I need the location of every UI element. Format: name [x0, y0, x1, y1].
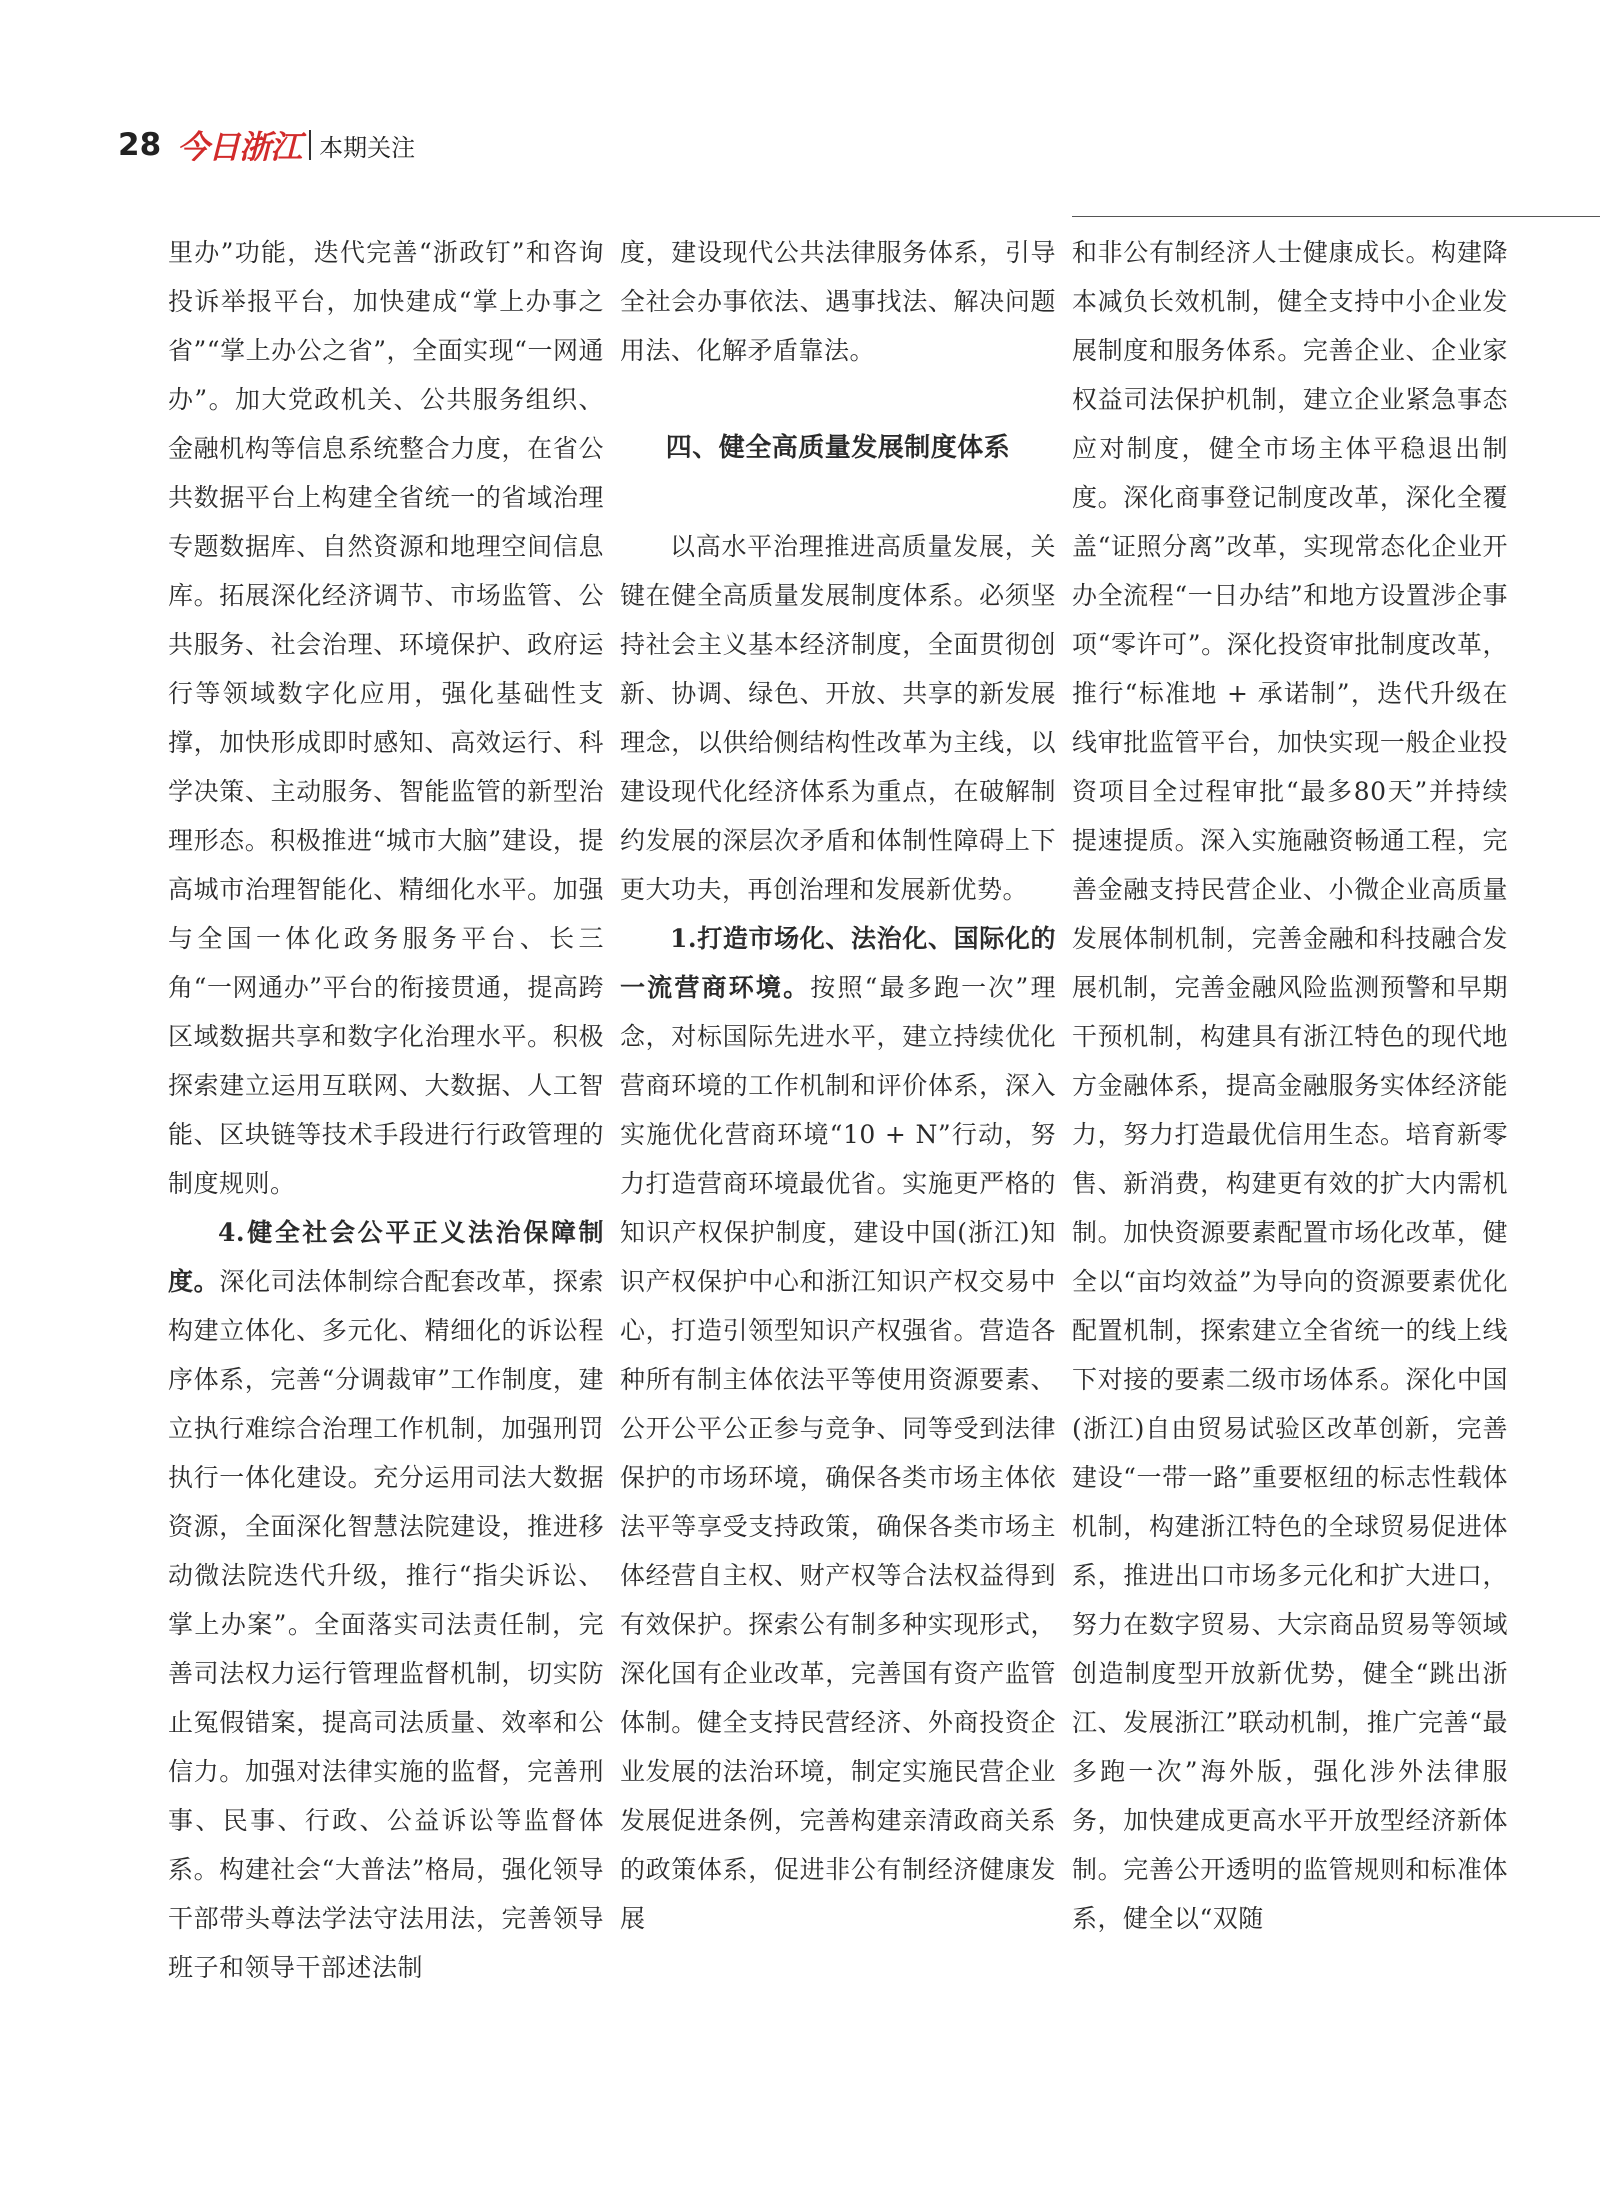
column-2: [620, 228, 1056, 1943]
spacer: [620, 473, 1056, 522]
header-separator: [309, 130, 311, 160]
spacer: [620, 375, 1056, 424]
column-3: [1072, 228, 1508, 1943]
section-heading: 四、健全高质量发展制度体系: [665, 433, 1011, 463]
paragraph-body: 按照“最多跑一次”理念，对标国际先进水平，建立持续优化营商环境的工作机制和评价体系，深入实施优化营商环境“10 + N”行动，努力打造营商环境最优省。实施更严格的知识产权保护制度，建设中国(浙江)知识产权保护中心和浙江知识产权交易中心，打造引领型知识产权强省。营造各种所有制主体依法平等使用资源要素、公开公平公正参与竞争、同等受到法律保护的市场环境，确保各类市场主体依法平等享受支持政策，确保各类市场主体经营自主权、财产权等合法权益得到有效保护。探索公有制多种实现形式，深化国有企业改革，完善国有资产监管体制。健全支持民营经济、外商投资企业发展的法治环境，制定实施民营企业发展促进条例，完善构建亲清政商关系的政策体系，促进非公有制经济健康发展: [620, 973, 1056, 1933]
top-rule: [1072, 216, 1600, 217]
magazine-logo: 今日浙江: [177, 128, 302, 166]
paragraph-body: 深化司法体制综合配套改革，探索构建立体化、多元化、精细化的诉讼程序体系，完善“分调裁审”工作制度，建立执行难综合治理工作机制，加强刑罚执行一体化建设。充分运用司法大数据资源，全面深化智慧法院建设，推进移动微法院迭代升级，推行“指尖诉讼、掌上办案”。全面落实司法责任制，完善司法权力运行管理监督机制，切实防止冤假错案，提高司法质量、效率和公信力。加强对法律实施的监督，完善刑事、民事、行政、公益诉讼等监督体系。构建社会“大普法”格局，强化领导干部带头尊法学法守法用法，完善领导班子和领导干部述法制: [168, 1267, 604, 1982]
page-number: 28: [118, 127, 162, 163]
paragraph-lead: 1.打造市场化、法治化、国际化的一流营商环境。: [620, 924, 1056, 1002]
paragraph: [620, 914, 1056, 1943]
column-1: [168, 228, 604, 1992]
paragraph: 度，建设现代公共法律服务体系，引导全社会办事依法、遇事找法、解决问题用法、化解矛盾靠法。: [620, 238, 1056, 365]
paragraph: 以高水平治理推进高质量发展，关键在健全高质量发展制度体系。必须坚持社会主义基本经济制度，全面贯彻创新、协调、绿色、开放、共享的新发展理念，以供给侧结构性改革为主线，以建设现代化经济体系为重点，在破解制约发展的深层次矛盾和体制性障碍上下更大功夫，再创治理和发展新优势。: [620, 532, 1056, 904]
section-name: 本期关注: [319, 133, 416, 162]
paragraph-lead: 4.健全社会公平正义法治保障制度。: [168, 1218, 604, 1296]
paragraph: 和非公有制经济人士健康成长。构建降本减负长效机制，健全支持中小企业发展制度和服务体系。完善企业、企业家权益司法保护机制，建立企业紧急事态应对制度，健全市场主体平稳退出制度。深化商事登记制度改革，深化全覆盖“证照分离”改革，实现常态化企业开办全流程“一日办结”和地方设置涉企事项“零许可”。深化投资审批制度改革，推行“标准地 + 承诺制”，迭代升级在线审批监管平台，加快实现一般企业投资项目全过程审批“最多80天”并持续提速提质。深入实施融资畅通工程，完善金融支持民营企业、小微企业高质量发展体制机制，完善金融和科技融合发展机制，完善金融风险监测预警和早期干预机制，构建具有浙江特色的现代地方金融体系，提高金融服务实体经济能力，努力打造最优信用生态。培育新零售、新消费，构建更有效的扩大内需机制。加快资源要素配置市场化改革，健全以“亩均效益”为导向的资源要素优化配置机制，探索建立全省统一的线上线下对接的要素二级市场体系。深化中国(浙江)自由贸易试验区改革创新，完善建设“一带一路”重要枢纽的标志性载体机制，构建浙江特色的全球贸易促进体系，推进出口市场多元化和扩大进口，努力在数字贸易、大宗商品贸易等领域创造制度型开放新优势，健全“跳出浙江、发展浙江”联动机制，推广完善“最多跑一次”海外版，强化涉外法律服务，加快建成更高水平开放型经济新体制。完善公开透明的监管规则和标准体系，健全以“双随: [1072, 238, 1508, 1933]
paragraph: [168, 1208, 604, 1992]
paragraph: 里办”功能，迭代完善“浙政钉”和咨询投诉举报平台，加快建成“掌上办事之省”“掌上办公之省”，全面实现“一网通办”。加大党政机关、公共服务组织、金融机构等信息系统整合力度，在省公共数据平台上构建全省统一的省域治理专题数据库、自然资源和地理空间信息库。拓展深化经济调节、市场监管、公共服务、社会治理、环境保护、政府运行等领域数字化应用，强化基础性支撑，加快形成即时感知、高效运行、科学决策、主动服务、智能监管的新型治理形态。积极推进“城市大脑”建设，提高城市治理智能化、精细化水平。加强与全国一体化政务服务平台、长三角“一网通办”平台的衔接贯通，提高跨区域数据共享和数字化治理水平。积极探索建立运用互联网、大数据、人工智能、区块链等技术手段进行行政管理的制度规则。: [168, 238, 604, 1198]
page-header: [118, 120, 415, 170]
